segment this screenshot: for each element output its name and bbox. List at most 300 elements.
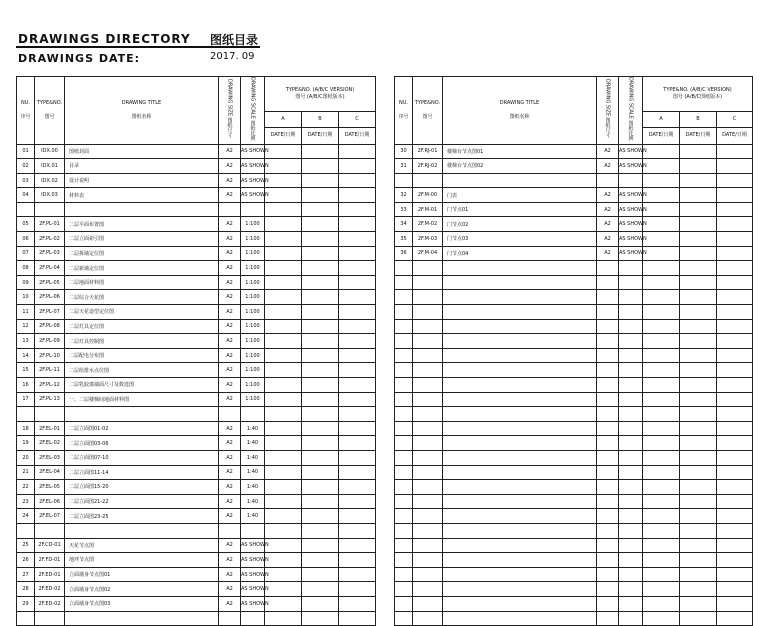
- table-row: [17, 480, 376, 495]
- cell-code: [413, 275, 443, 290]
- cell-scale: AS SHOWN: [241, 173, 265, 188]
- cell-size: [597, 611, 619, 626]
- cell-size: [597, 480, 619, 495]
- cell-scale: [619, 450, 643, 465]
- cell-no: 26: [17, 553, 35, 568]
- cell-scale: 1:100: [241, 319, 265, 334]
- cell-version-date: [302, 494, 339, 509]
- cell-code: 2F.EL-03: [35, 450, 65, 465]
- cell-scale: AS SHOWN: [619, 246, 643, 261]
- cell-name: [443, 392, 597, 407]
- cell-version-date: [339, 261, 376, 276]
- table-row-empty: [395, 173, 753, 188]
- cell-size: [597, 421, 619, 436]
- col-header-type: TYPE&NO. 图号: [35, 77, 65, 145]
- cell-version-date: [643, 290, 680, 305]
- cell-no: 28: [17, 582, 35, 597]
- cell-scale: [619, 421, 643, 436]
- cell-size: A2: [219, 480, 241, 495]
- cell-size: [219, 523, 241, 538]
- cell-size: [597, 290, 619, 305]
- cell-version-date: [265, 246, 302, 261]
- cell-code: 2F.PL-03: [35, 246, 65, 261]
- cell-name: [443, 305, 597, 320]
- cell-version-date: [265, 596, 302, 611]
- cell-scale: 1:40: [241, 465, 265, 480]
- cell-scale: [619, 509, 643, 524]
- cell-version-date: [643, 319, 680, 334]
- col-header-date-a: DATE/日期: [265, 128, 302, 144]
- cell-size: A2: [597, 232, 619, 247]
- cell-size: A2: [219, 144, 241, 159]
- cell-code: 2F.PL-13: [35, 392, 65, 407]
- table-row: [17, 275, 376, 290]
- cell-no: [395, 421, 413, 436]
- cell-version-date: [302, 363, 339, 378]
- cell-size: A2: [597, 246, 619, 261]
- cell-version-date: [717, 348, 753, 363]
- cell-name: 地坪节点图: [65, 553, 219, 568]
- cell-no: 29: [17, 596, 35, 611]
- cell-version-date: [339, 480, 376, 495]
- table-row: [395, 202, 753, 217]
- cell-name: [443, 611, 597, 626]
- cell-version-date: [302, 582, 339, 597]
- cell-version-date: [339, 611, 376, 626]
- table-row: [17, 509, 376, 524]
- cell-no: [395, 275, 413, 290]
- table-row: [395, 188, 753, 203]
- cell-code: [35, 407, 65, 422]
- date-label: DRAWINGS DATE:: [18, 52, 141, 65]
- directory-title-cn: 图纸目录: [210, 33, 259, 47]
- table-row-empty: [395, 494, 753, 509]
- cell-scale: 1:100: [241, 305, 265, 320]
- cell-size: A2: [219, 450, 241, 465]
- cell-version-date: [302, 596, 339, 611]
- cell-scale: [241, 523, 265, 538]
- cell-version-date: [717, 305, 753, 320]
- cell-code: 2F.M-00: [413, 188, 443, 203]
- cell-code: 2F.CD-01: [35, 538, 65, 553]
- cell-scale: AS SHOWN: [619, 159, 643, 174]
- cell-size: [597, 275, 619, 290]
- cell-no: [395, 611, 413, 626]
- cell-name: 二层立面图03-06: [65, 436, 219, 451]
- cell-scale: [619, 494, 643, 509]
- cell-version-date: [680, 232, 717, 247]
- cell-code: 2F.PL-11: [35, 363, 65, 378]
- cell-version-date: [265, 494, 302, 509]
- cell-version-date: [265, 567, 302, 582]
- cell-name: [443, 480, 597, 495]
- cell-version-date: [717, 144, 753, 159]
- cell-size: A2: [219, 538, 241, 553]
- cell-name: 二层立面图07-10: [65, 450, 219, 465]
- table-row-empty: [395, 290, 753, 305]
- cell-name: 设计说明: [65, 173, 219, 188]
- cell-scale: 1:40: [241, 450, 265, 465]
- cell-version-date: [680, 144, 717, 159]
- cell-code: [413, 363, 443, 378]
- cell-no: 35: [395, 232, 413, 247]
- cell-version-date: [339, 334, 376, 349]
- cell-no: 09: [17, 275, 35, 290]
- cell-no: [395, 334, 413, 349]
- cell-version-date: [302, 290, 339, 305]
- cell-size: A2: [219, 421, 241, 436]
- cell-version-date: [717, 275, 753, 290]
- cell-size: [597, 450, 619, 465]
- cell-name: [443, 173, 597, 188]
- cell-size: [597, 363, 619, 378]
- cell-size: A2: [219, 596, 241, 611]
- cell-code: 2F.EL-04: [35, 465, 65, 480]
- cell-code: [413, 582, 443, 597]
- cell-size: [219, 611, 241, 626]
- table-row-empty: [395, 509, 753, 524]
- cell-name: [443, 596, 597, 611]
- cell-no: 13: [17, 334, 35, 349]
- cell-scale: [619, 290, 643, 305]
- cell-version-date: [265, 217, 302, 232]
- cell-name: 门节点01: [443, 202, 597, 217]
- cell-version-date: [302, 159, 339, 174]
- table-row-empty: [395, 436, 753, 451]
- cell-version-date: [339, 305, 376, 320]
- cell-version-date: [643, 232, 680, 247]
- table-row: [17, 538, 376, 553]
- cell-version-date: [339, 363, 376, 378]
- cell-scale: 1:40: [241, 436, 265, 451]
- cell-size: A2: [597, 202, 619, 217]
- cell-name: 二层立面图15-20: [65, 480, 219, 495]
- cell-code: IDX.03: [35, 188, 65, 203]
- cell-scale: AS SHOWN: [241, 596, 265, 611]
- cell-no: 30: [395, 144, 413, 159]
- cell-size: A2: [219, 378, 241, 393]
- cell-size: A2: [219, 217, 241, 232]
- cell-code: [413, 407, 443, 422]
- cell-version-date: [643, 202, 680, 217]
- cell-no: [395, 553, 413, 568]
- cell-scale: AS SHOWN: [241, 553, 265, 568]
- cell-name: [443, 494, 597, 509]
- cell-size: [597, 465, 619, 480]
- cell-version-date: [302, 611, 339, 626]
- cell-code: 2F.RJ-01: [413, 144, 443, 159]
- cell-no: 21: [17, 465, 35, 480]
- cell-version-date: [643, 509, 680, 524]
- cell-no: 01: [17, 144, 35, 159]
- cell-code: 2F.M-02: [413, 217, 443, 232]
- cell-version-date: [643, 494, 680, 509]
- table-row-empty: [395, 392, 753, 407]
- cell-name: 门表: [443, 188, 597, 203]
- cell-version-date: [302, 407, 339, 422]
- table-row-empty: [395, 450, 753, 465]
- cell-size: [597, 494, 619, 509]
- cell-version-date: [717, 509, 753, 524]
- cell-version-date: [643, 188, 680, 203]
- cell-version-date: [717, 611, 753, 626]
- cell-code: [413, 523, 443, 538]
- cell-no: [395, 407, 413, 422]
- cell-size: [597, 334, 619, 349]
- cell-name: 二层立面图01-02: [65, 421, 219, 436]
- cell-scale: 1:40: [241, 494, 265, 509]
- cell-name: [443, 275, 597, 290]
- cell-version-date: [717, 567, 753, 582]
- cell-version-date: [717, 159, 753, 174]
- cell-no: [17, 523, 35, 538]
- cell-version-date: [717, 465, 753, 480]
- cell-version-date: [680, 246, 717, 261]
- cell-scale: 1:100: [241, 232, 265, 247]
- cell-version-date: [265, 290, 302, 305]
- col-header-no: NU. 序号: [395, 77, 413, 145]
- cell-version-date: [339, 217, 376, 232]
- cell-version-date: [680, 538, 717, 553]
- col-header-date-b: DATE/日期: [680, 128, 717, 144]
- cell-version-date: [717, 436, 753, 451]
- cell-size: A2: [219, 232, 241, 247]
- cell-size: [597, 392, 619, 407]
- cell-no: [395, 436, 413, 451]
- cell-version-date: [680, 319, 717, 334]
- cell-version-date: [717, 319, 753, 334]
- cell-version-date: [265, 582, 302, 597]
- cell-scale: 1:40: [241, 480, 265, 495]
- col-header-ver-a: A: [265, 111, 302, 127]
- cell-version-date: [717, 494, 753, 509]
- cell-version-date: [717, 173, 753, 188]
- table-row: [17, 348, 376, 363]
- cell-size: A2: [219, 246, 241, 261]
- cell-size: A2: [219, 159, 241, 174]
- cell-code: [413, 173, 443, 188]
- cell-scale: [619, 261, 643, 276]
- col-header-title: DRAWING TITLE 图纸名称: [65, 77, 219, 145]
- cell-version-date: [265, 232, 302, 247]
- cell-version-date: [643, 582, 680, 597]
- cell-no: 34: [395, 217, 413, 232]
- cell-version-date: [302, 202, 339, 217]
- cell-scale: [619, 538, 643, 553]
- cell-no: 03: [17, 173, 35, 188]
- cell-code: [35, 202, 65, 217]
- cell-version-date: [643, 173, 680, 188]
- cell-code: [413, 378, 443, 393]
- cell-scale: AS SHOWN: [619, 188, 643, 203]
- cell-version-date: [265, 275, 302, 290]
- cell-code: 2F.PL-10: [35, 348, 65, 363]
- cell-no: [17, 611, 35, 626]
- cell-code: 2F.EL-06: [35, 494, 65, 509]
- cell-name: 二层给排水点位图: [65, 363, 219, 378]
- table-row: [17, 232, 376, 247]
- cell-version-date: [302, 436, 339, 451]
- cell-version-date: [680, 334, 717, 349]
- cell-size: [597, 538, 619, 553]
- cell-scale: AS SHOWN: [619, 144, 643, 159]
- cell-version-date: [643, 465, 680, 480]
- cell-version-date: [265, 261, 302, 276]
- cell-name: 立面墙身节点图02: [65, 582, 219, 597]
- cell-name: 二层立面图11-14: [65, 465, 219, 480]
- cell-version-date: [643, 596, 680, 611]
- cell-name: 二层地面材料图: [65, 275, 219, 290]
- cell-version-date: [680, 509, 717, 524]
- table-row-empty: [17, 407, 376, 422]
- cell-no: [395, 290, 413, 305]
- cell-version-date: [680, 523, 717, 538]
- cell-version-date: [265, 509, 302, 524]
- cell-version-date: [680, 159, 717, 174]
- table-row-empty: [395, 480, 753, 495]
- cell-code: 2F.RJ-02: [413, 159, 443, 174]
- table-row-empty: [395, 523, 753, 538]
- cell-version-date: [717, 596, 753, 611]
- cell-version-date: [339, 348, 376, 363]
- cell-version-date: [643, 261, 680, 276]
- col-header-date-c: DATE/日期: [339, 128, 376, 144]
- cell-name: 立面墙身节点图03: [65, 596, 219, 611]
- cell-size: A2: [219, 465, 241, 480]
- cell-version-date: [265, 378, 302, 393]
- table-row: [395, 217, 753, 232]
- table-row-empty: [395, 334, 753, 349]
- cell-version-date: [265, 392, 302, 407]
- cell-size: [597, 553, 619, 568]
- cell-version-date: [265, 188, 302, 203]
- cell-name: [443, 567, 597, 582]
- cell-version-date: [717, 290, 753, 305]
- cell-code: 2F.EL-02: [35, 436, 65, 451]
- table-row-empty: [395, 582, 753, 597]
- cell-version-date: [680, 582, 717, 597]
- cell-code: [413, 450, 443, 465]
- cell-name: 二层灯具控制图: [65, 334, 219, 349]
- cell-version-date: [680, 436, 717, 451]
- cell-no: [395, 319, 413, 334]
- cell-version-date: [680, 611, 717, 626]
- cell-version-date: [680, 363, 717, 378]
- cell-version-date: [680, 465, 717, 480]
- cell-no: 16: [17, 378, 35, 393]
- cell-version-date: [643, 421, 680, 436]
- cell-scale: [619, 465, 643, 480]
- cell-version-date: [643, 480, 680, 495]
- cell-version-date: [339, 596, 376, 611]
- cell-scale: [619, 275, 643, 290]
- cell-version-date: [302, 246, 339, 261]
- cell-scale: AS SHOWN: [619, 202, 643, 217]
- table-row: [395, 232, 753, 247]
- cell-size: A2: [219, 290, 241, 305]
- cell-size: A2: [219, 363, 241, 378]
- cell-code: [413, 480, 443, 495]
- cell-version-date: [680, 407, 717, 422]
- table-row: [17, 378, 376, 393]
- cell-name: [443, 378, 597, 393]
- cell-version-date: [643, 217, 680, 232]
- cell-name: [443, 407, 597, 422]
- cell-version-date: [643, 246, 680, 261]
- cell-version-date: [339, 538, 376, 553]
- cell-name: [443, 436, 597, 451]
- cell-name: [443, 465, 597, 480]
- table-row: [17, 305, 376, 320]
- cell-code: IDX.01: [35, 159, 65, 174]
- cell-scale: AS SHOWN: [619, 232, 643, 247]
- cell-version-date: [643, 348, 680, 363]
- cell-size: A2: [219, 392, 241, 407]
- cell-size: A2: [219, 436, 241, 451]
- cell-code: [413, 421, 443, 436]
- cell-scale: 1:40: [241, 421, 265, 436]
- cell-version-date: [339, 173, 376, 188]
- cell-scale: [241, 407, 265, 422]
- cell-version-date: [302, 567, 339, 582]
- cell-no: 27: [17, 567, 35, 582]
- cell-name: 二层立面索引图: [65, 232, 219, 247]
- table-row: [17, 144, 376, 159]
- cell-name: [443, 538, 597, 553]
- table-row: [17, 188, 376, 203]
- cell-name: [443, 421, 597, 436]
- cell-no: [395, 509, 413, 524]
- table-row-empty: [395, 567, 753, 582]
- cell-version-date: [643, 450, 680, 465]
- cell-version-date: [302, 144, 339, 159]
- cell-code: 2F.EL-01: [35, 421, 65, 436]
- cell-code: 2F.M-03: [413, 232, 443, 247]
- col-header-no: NU. 序号: [17, 77, 35, 145]
- cell-scale: AS SHOWN: [241, 144, 265, 159]
- cell-version-date: [680, 217, 717, 232]
- cell-version-date: [339, 523, 376, 538]
- cell-scale: 1:100: [241, 378, 265, 393]
- cell-name: [443, 509, 597, 524]
- cell-name: 二层配电分布图: [65, 348, 219, 363]
- cell-code: [413, 553, 443, 568]
- cell-size: A2: [219, 261, 241, 276]
- cell-size: A2: [219, 509, 241, 524]
- cell-name: 材料表: [65, 188, 219, 203]
- cell-no: 04: [17, 188, 35, 203]
- cell-code: [413, 348, 443, 363]
- table-row-empty: [395, 363, 753, 378]
- cell-version-date: [265, 407, 302, 422]
- cell-size: A2: [219, 275, 241, 290]
- cell-no: 20: [17, 450, 35, 465]
- cell-code: [413, 305, 443, 320]
- cell-version-date: [265, 305, 302, 320]
- cell-code: 2F.PL-02: [35, 232, 65, 247]
- cell-name: 门节点04: [443, 246, 597, 261]
- cell-version-date: [680, 450, 717, 465]
- cell-version-date: [680, 290, 717, 305]
- table-row-empty: [395, 261, 753, 276]
- table-row-empty: [395, 305, 753, 320]
- directory-table-left: [16, 76, 376, 626]
- cell-size: A2: [597, 159, 619, 174]
- cell-version-date: [643, 144, 680, 159]
- table-row-empty: [395, 378, 753, 393]
- cell-version-date: [339, 450, 376, 465]
- cell-code: 2F.EL-07: [35, 509, 65, 524]
